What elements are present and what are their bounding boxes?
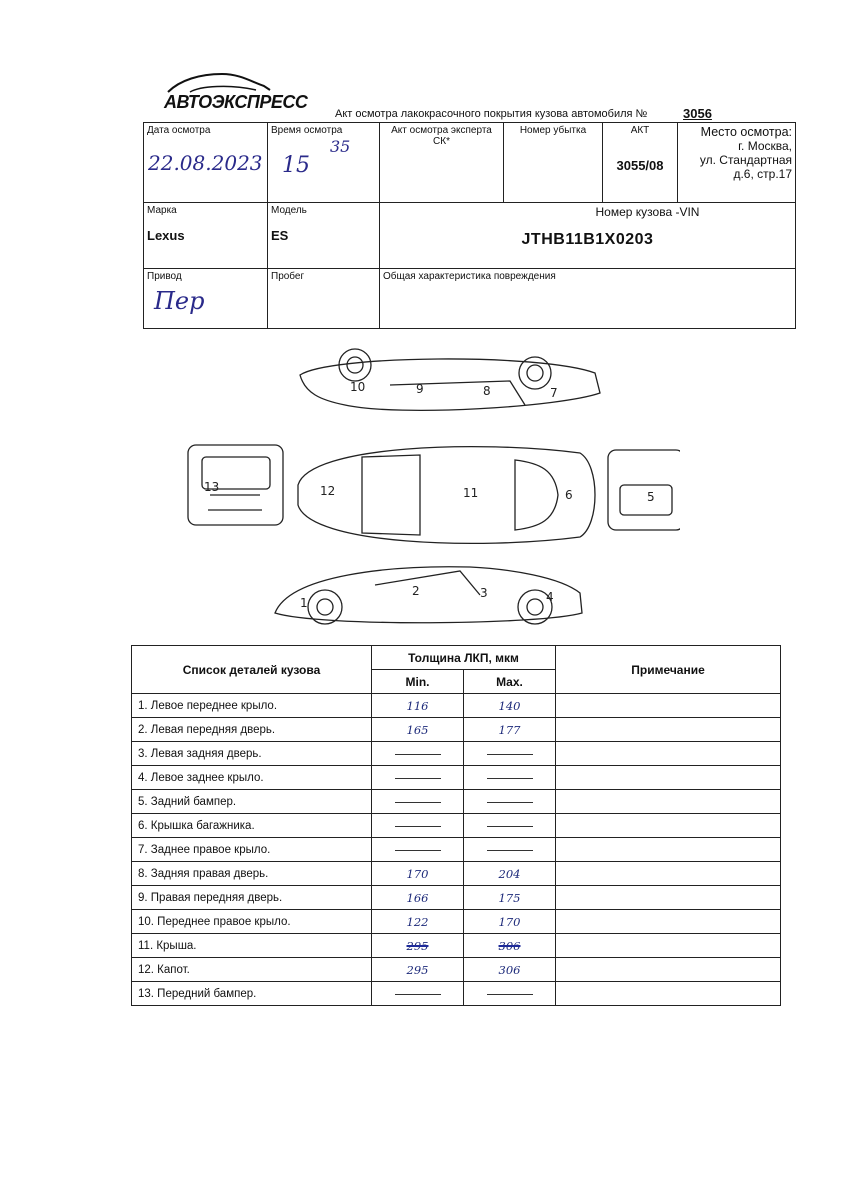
part-name: 6. Крышка багажника. [132, 814, 372, 838]
part-name: 1. Левое переднее крыло. [132, 694, 372, 718]
part-name: 2. Левая передняя дверь. [132, 718, 372, 742]
table-row [132, 886, 781, 910]
inspection-info-table [143, 122, 796, 329]
part-note [556, 958, 781, 982]
table-row [132, 934, 781, 958]
diagram-label-3: 3 [480, 586, 488, 600]
part-min [372, 886, 464, 910]
empty-dash [487, 850, 533, 851]
car-body-diagram [180, 345, 680, 645]
part-name: 3. Левая задняя дверь. [132, 742, 372, 766]
part-note [556, 862, 781, 886]
place-line2: ул. Стандартная [699, 153, 792, 167]
part-max [464, 958, 556, 982]
part-max-value: 170 [498, 914, 521, 929]
table-row [132, 790, 781, 814]
damage-label: Общая характеристика повреждения [383, 271, 556, 282]
time-minutes: 35 [330, 137, 351, 156]
part-max-value: 175 [498, 890, 521, 905]
part-max [464, 766, 556, 790]
part-max [464, 814, 556, 838]
time-label: Время осмотра [271, 125, 343, 136]
empty-dash [487, 802, 533, 803]
expert-act-cell [380, 123, 504, 203]
diagram-label-9: 9 [416, 382, 424, 396]
table-row [132, 742, 781, 766]
car-outline-icon [180, 345, 680, 645]
model-value: ES [271, 228, 289, 243]
part-name: 13. Передний бампер. [132, 982, 372, 1006]
table-row [132, 982, 781, 1006]
part-min-value: 170 [406, 866, 429, 881]
part-max [464, 742, 556, 766]
place-line3: д.6, стр.17 [733, 167, 792, 181]
empty-dash [487, 778, 533, 779]
part-min [372, 766, 464, 790]
table-row [132, 694, 781, 718]
diagram-label-1: 1 [300, 596, 308, 610]
diagram-label-8: 8 [483, 384, 491, 398]
part-min-value: 166 [406, 890, 429, 905]
place-line1: г. Москва, [738, 139, 792, 153]
part-max [464, 934, 556, 958]
part-note [556, 742, 781, 766]
date-cell [144, 123, 268, 203]
vin-label: Номер кузова -VIN [595, 205, 700, 219]
part-note [556, 934, 781, 958]
diagram-label-12: 12 [320, 484, 336, 498]
company-logo [160, 72, 308, 114]
col-header-min: Min. [372, 670, 464, 694]
part-min-value: 122 [406, 914, 429, 929]
part-max [464, 790, 556, 814]
expert-act-label: Акт осмотра эксперта СК* [391, 125, 492, 147]
part-name: 10. Переднее правое крыло. [132, 910, 372, 934]
part-note [556, 694, 781, 718]
loss-number-label: Номер убытка [519, 125, 587, 136]
model-cell [268, 203, 380, 269]
date-value: 22.08.2023 [148, 151, 263, 175]
table-row [132, 718, 781, 742]
make-label: Марка [147, 205, 177, 216]
act-number: 3056 [683, 106, 712, 121]
diagram-label-2: 2 [412, 584, 420, 598]
diagram-label-6: 6 [565, 488, 573, 502]
loss-number-cell [504, 123, 603, 203]
mileage-cell [268, 269, 380, 329]
date-label: Дата осмотра [147, 125, 211, 136]
part-max [464, 862, 556, 886]
drive-label: Привод [147, 271, 182, 282]
part-min [372, 982, 464, 1006]
drive-cell [144, 269, 268, 329]
empty-dash [395, 754, 441, 755]
place-label: Место осмотра: [700, 125, 792, 139]
empty-dash [395, 850, 441, 851]
part-min [372, 958, 464, 982]
empty-dash [395, 802, 441, 803]
part-min [372, 934, 464, 958]
act-value: 3055/08 [616, 158, 664, 173]
table-row [132, 910, 781, 934]
part-max [464, 718, 556, 742]
part-max [464, 910, 556, 934]
model-label: Модель [271, 205, 307, 216]
part-min [372, 718, 464, 742]
col-header-thickness: Толщина ЛКП, мкм [372, 646, 556, 670]
col-header-note: Примечание [556, 646, 781, 694]
part-max-value: 306 [498, 962, 521, 977]
part-name: 4. Левое заднее крыло. [132, 766, 372, 790]
part-max [464, 886, 556, 910]
part-name: 11. Крыша. [132, 934, 372, 958]
part-min [372, 910, 464, 934]
logo-brand-text: АВТОЭКСПРЕСС [164, 92, 308, 112]
part-name: 5. Задний бампер. [132, 790, 372, 814]
part-max-value: 306 [498, 938, 521, 953]
table-row [132, 766, 781, 790]
part-min [372, 838, 464, 862]
paint-thickness-table [131, 645, 781, 1006]
empty-dash [487, 754, 533, 755]
vin-value: JTHB11B1X0203 [521, 231, 654, 248]
part-min-value: 295 [406, 938, 429, 953]
diagram-label-13: 13 [204, 480, 220, 494]
empty-dash [395, 994, 441, 995]
make-value: Lexus [147, 228, 185, 243]
part-name: 12. Капот. [132, 958, 372, 982]
part-min [372, 862, 464, 886]
col-header-max: Max. [464, 670, 556, 694]
part-min [372, 814, 464, 838]
diagram-label-10: 10 [350, 380, 366, 394]
part-note [556, 766, 781, 790]
diagram-label-7: 7 [550, 386, 558, 400]
vin-cell [380, 203, 796, 269]
make-cell [144, 203, 268, 269]
table-row [132, 958, 781, 982]
part-min [372, 790, 464, 814]
damage-cell [380, 269, 796, 329]
place-cell [678, 123, 796, 203]
part-note [556, 886, 781, 910]
drive-value: Пер [154, 287, 205, 315]
empty-dash [487, 994, 533, 995]
part-name: 8. Задняя правая дверь. [132, 862, 372, 886]
diagram-label-11: 11 [463, 486, 479, 500]
part-name: 9. Правая передняя дверь. [132, 886, 372, 910]
part-min-value: 116 [406, 698, 429, 713]
part-note [556, 718, 781, 742]
part-max-value: 204 [498, 866, 521, 881]
part-max-value: 177 [498, 722, 521, 737]
part-note [556, 838, 781, 862]
mileage-label: Пробег [271, 271, 305, 282]
part-note [556, 910, 781, 934]
empty-dash [395, 778, 441, 779]
page-title: Акт осмотра лакокрасочного покрытия кузова автомобиля № [335, 108, 648, 120]
part-min-value: 295 [406, 962, 429, 977]
time-hours: 15 [282, 153, 310, 178]
time-cell [268, 123, 380, 203]
empty-dash [487, 826, 533, 827]
empty-dash [395, 826, 441, 827]
table-row [132, 838, 781, 862]
table-row [132, 862, 781, 886]
diagram-label-4: 4 [546, 590, 554, 604]
part-max [464, 694, 556, 718]
part-max [464, 982, 556, 1006]
part-min [372, 742, 464, 766]
part-name: 7. Заднее правое крыло. [132, 838, 372, 862]
part-note [556, 790, 781, 814]
part-min [372, 694, 464, 718]
table-row [132, 814, 781, 838]
act-label: АКТ [630, 125, 650, 136]
part-min-value: 165 [406, 722, 429, 737]
act-cell [603, 123, 678, 203]
part-note [556, 982, 781, 1006]
part-max-value: 140 [498, 698, 521, 713]
diagram-label-5: 5 [647, 490, 655, 504]
col-header-parts: Список деталей кузова [132, 646, 372, 694]
part-note [556, 814, 781, 838]
part-max [464, 838, 556, 862]
